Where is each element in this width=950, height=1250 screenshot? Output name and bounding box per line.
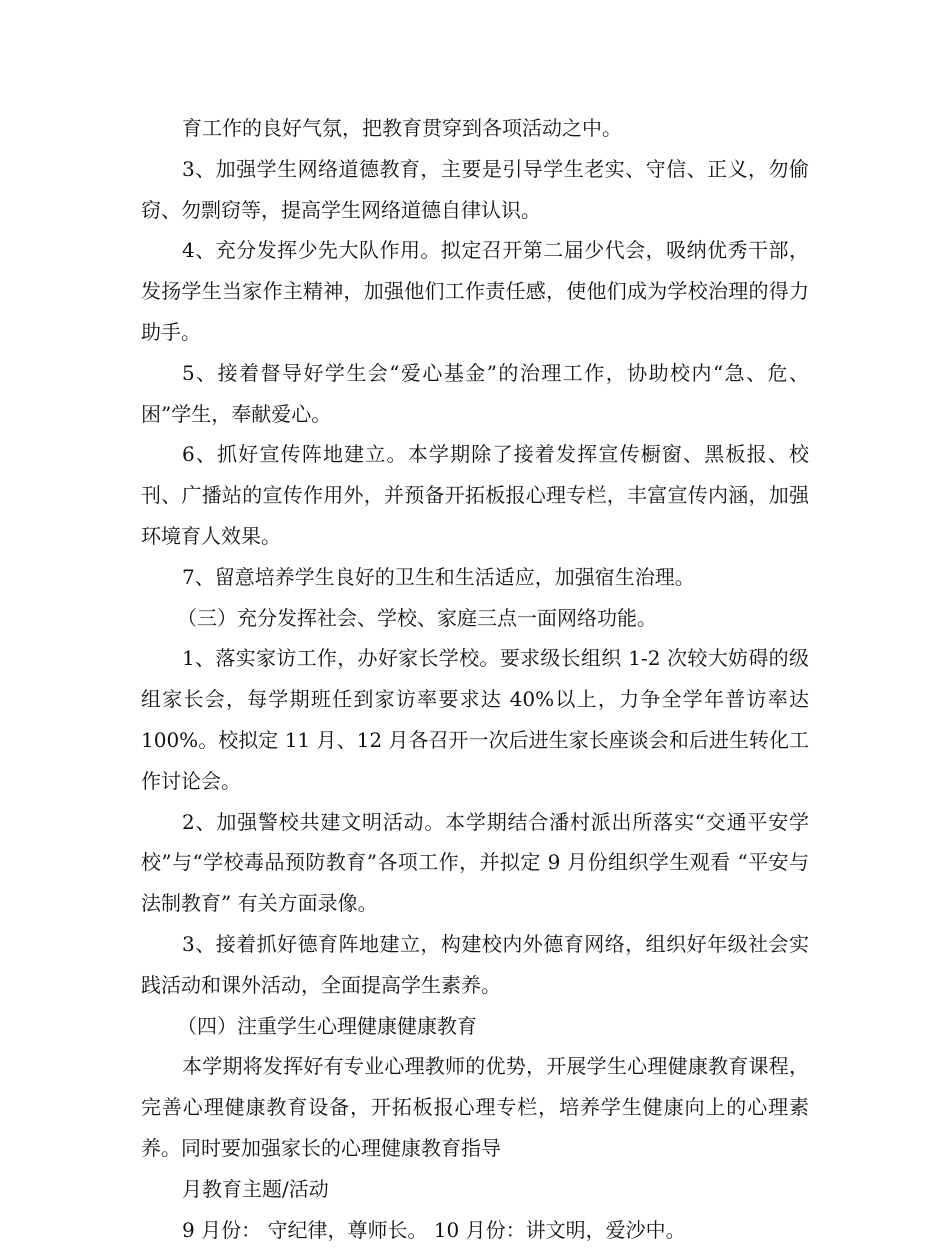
paragraph-item-5-love-fund: 5、接着督导好学生会“爱心基金”的治理工作，协助校内“急、危、困”学生，奉献爱心。 xyxy=(141,360,809,426)
paragraph-item-3-moral-network: 3、接着抓好德育阵地建立，构建校内外德育网络，组织好年级社会实践活动和课外活动，全面提高学生素养。 xyxy=(141,931,809,997)
section-heading-3: （三）充分发挥社会、学校、家庭三点一面网络功能。 xyxy=(177,605,657,630)
paragraph-continuation: 育工作的良好气氛，把教育贯穿到各项活动之中。 xyxy=(182,116,622,140)
body-text xyxy=(141,108,809,1250)
paragraph-monthly-theme-heading: 月教育主题/活动 xyxy=(182,1176,329,1201)
paragraph-item-2-police-school: 2、加强警校共建文明活动。本学期结合潘村派出所落实“交通平安学校”与“学校毒品预防教育”各项工作，并拟定 9 月份组织学生观看 “平安与法制教育” 有关方面录像。 xyxy=(141,809,809,916)
paragraph-item-4-young-pioneers: 4、充分发挥少先大队作用。拟定召开第二届少代会，吸纳优秀干部，发扬学生当家作主精神，加强他们工作责任感，使他们成为学校治理的得力助手。 xyxy=(141,238,809,344)
paragraph-item-6-publicity: 6、抓好宣传阵地建立。本学期除了接着发挥宣传橱窗、黑板报、校刊、广播站的宣传作用外，并预备开拓板报心理专栏，丰富宣传内涵，加强环境育人效果。 xyxy=(141,442,809,548)
section-heading-4: （四）注重学生心理健康健康教育 xyxy=(177,1013,477,1038)
paragraph-mental-health: 本学期将发挥好有专业心理教师的优势，开展学生心理健康教育课程，完善心理健康教育设备，开拓板报心理专栏，培养学生健康向上的心理素养。同时要加强家长的心理健康教育指导 xyxy=(141,1054,809,1160)
paragraph-item-7-hygiene: 7、留意培养学生良好的卫生和生活适应，加强宿生治理。 xyxy=(182,564,695,589)
paragraph-monthly-themes: 9 月份： 守纪律，尊师长。 10 月份：讲文明，爱沙中。 xyxy=(182,1217,686,1242)
paragraph-item-3-network-ethics: 3、加强学生网络道德教育，主要是引导学生老实、守信、正义，勿偷窃、勿剽窃等，提高学生网络道德自律认识。 xyxy=(141,156,809,222)
paragraph-item-1-home-visits: 1、落实家访工作，办好家长学校。要求级长组织 1-2 次较大妨碍的级组家长会，每学期班任到家访率要求达 40%以上，力争全学年普访率达 100%。校拟定 11 月、12 月各召开一次后进生家长座谈会和后进生转化工作讨论会。 xyxy=(141,646,809,793)
